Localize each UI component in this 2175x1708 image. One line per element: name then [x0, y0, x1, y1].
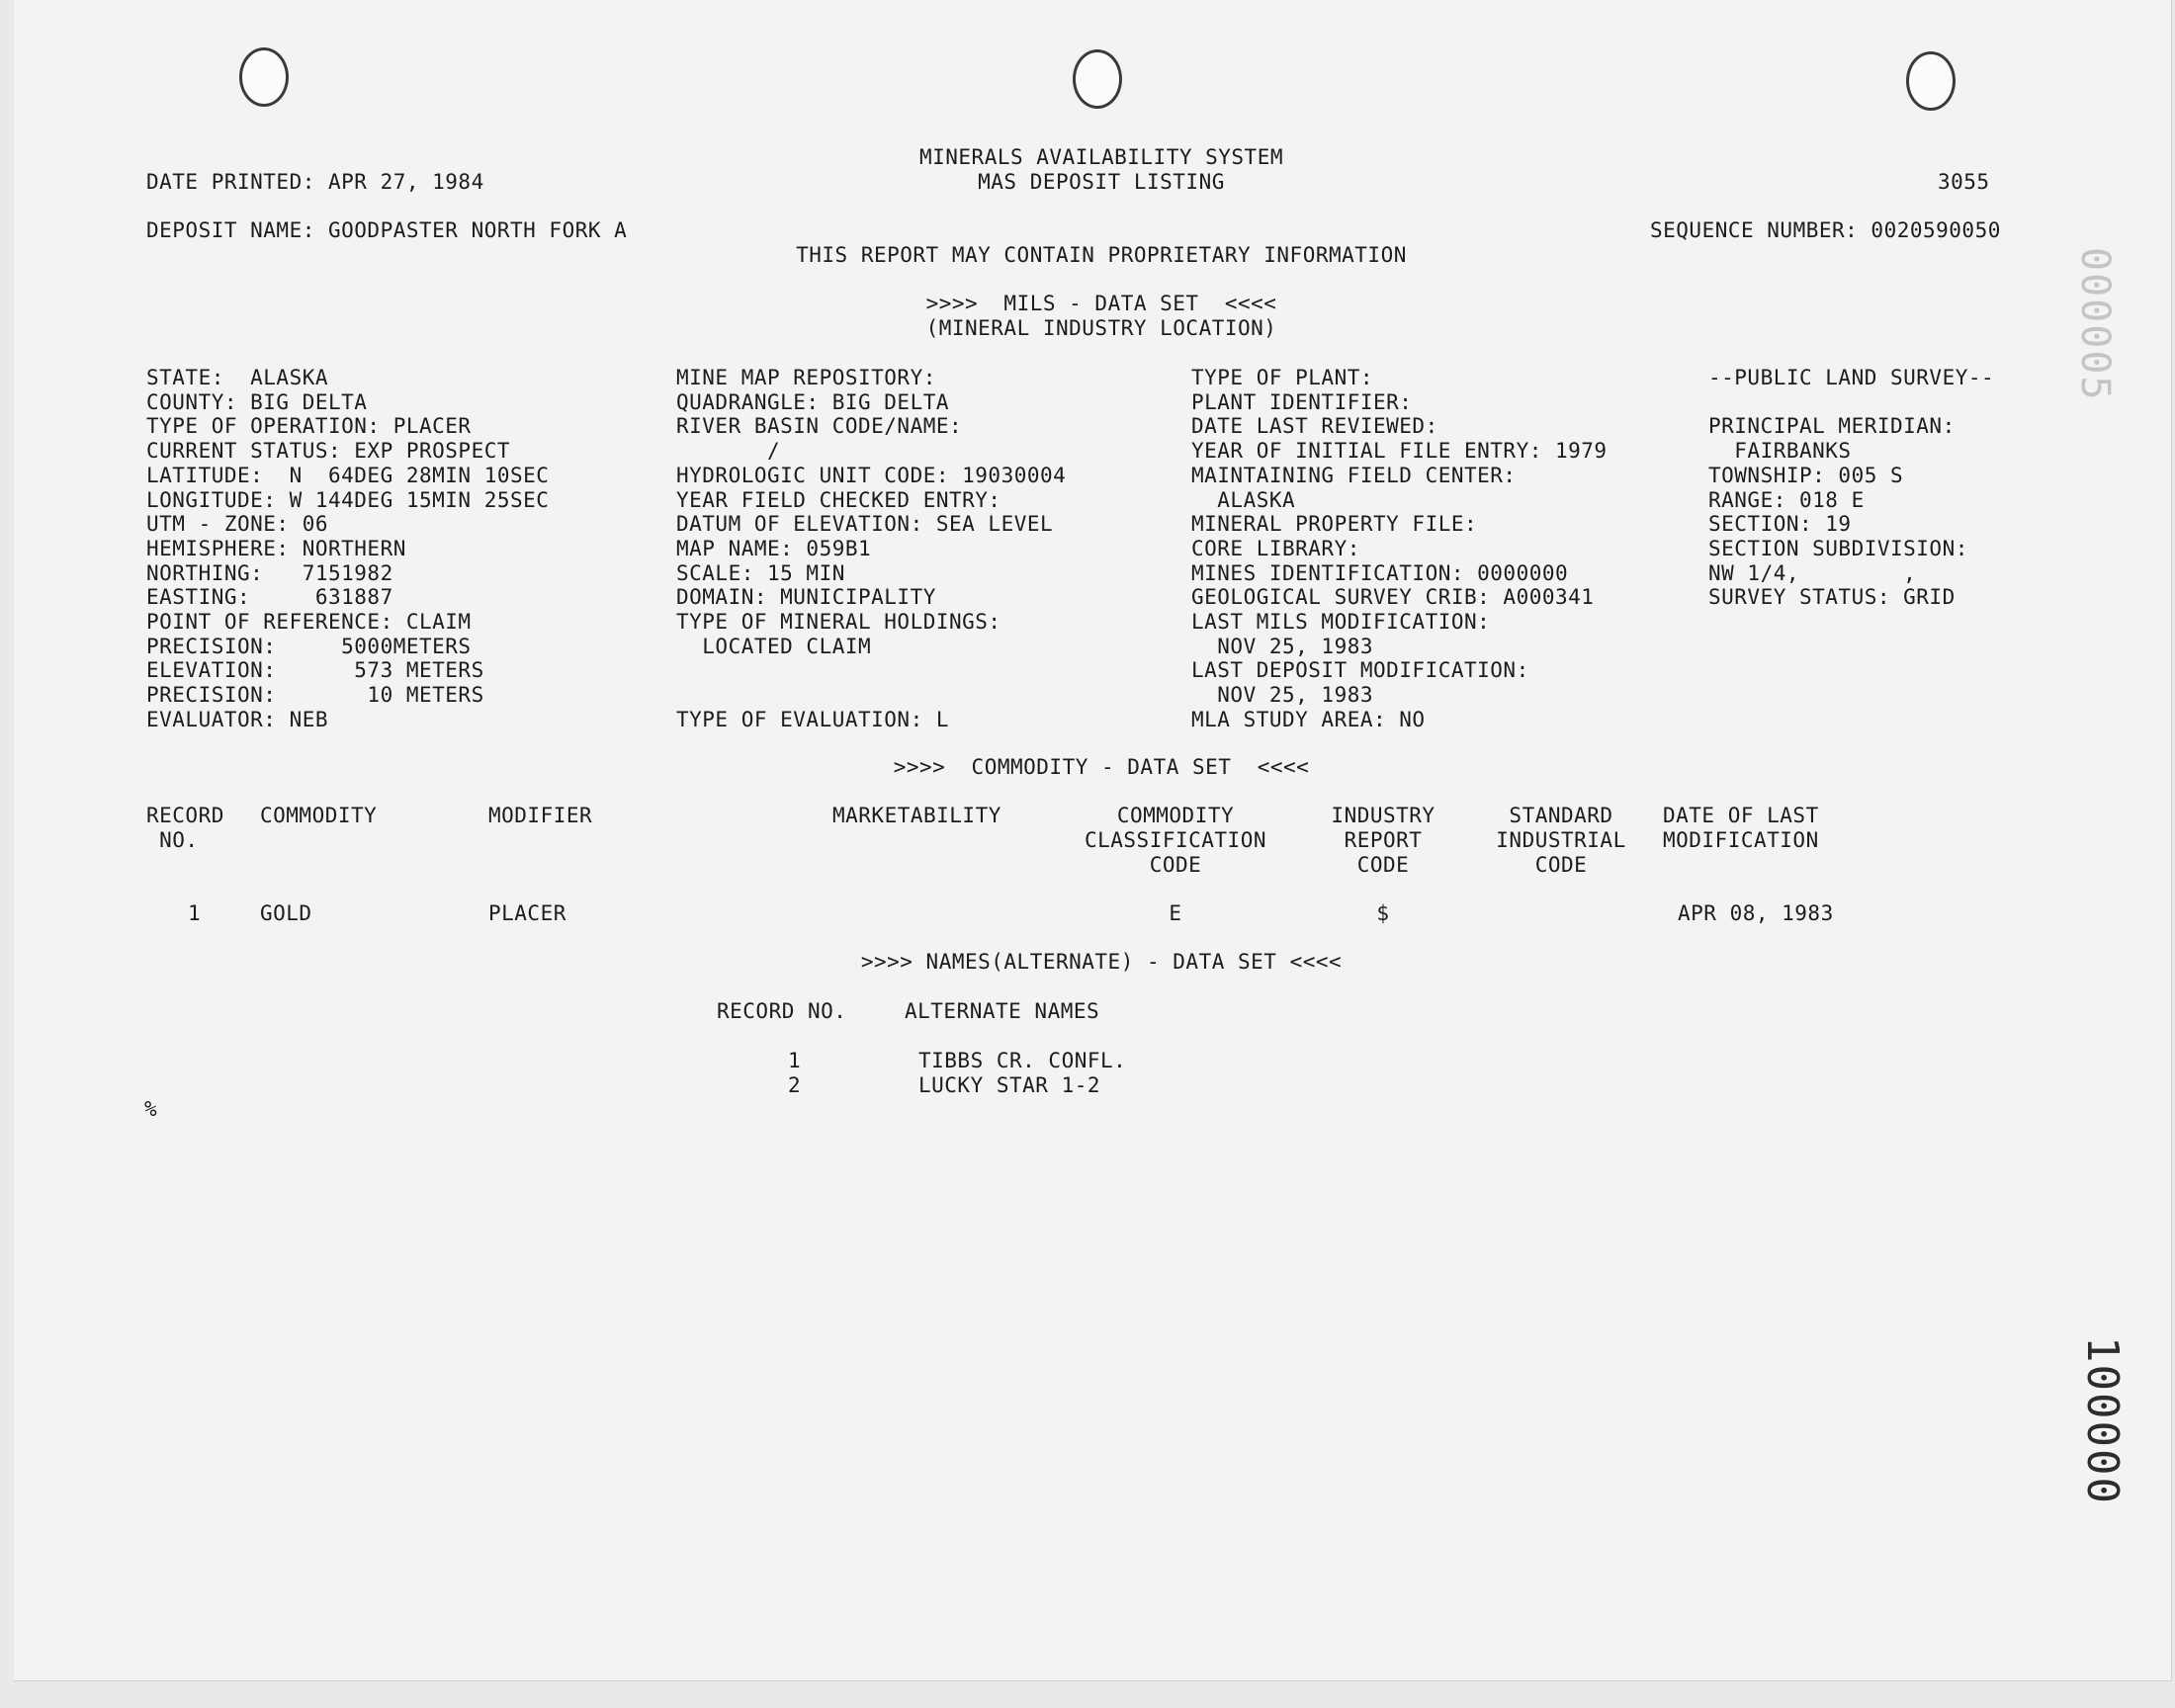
- mils-field-line: GEOLOGICAL SURVEY CRIB: A000341: [1191, 585, 1595, 610]
- mils-field-line: PRECISION: 10 METERS: [146, 683, 484, 708]
- mils-field-line: FAIRBANKS: [1708, 439, 1852, 464]
- header-marketability: MARKETABILITY: [832, 804, 1001, 827]
- mils-field-line: SECTION SUBDIVISION:: [1708, 536, 1968, 560]
- mils-field-line: DATE LAST REVIEWED:: [1191, 414, 1438, 439]
- mils-field-line: SECTION: 19: [1708, 512, 1852, 537]
- mils-field-line: RIVER BASIN CODE/NAME:: [676, 414, 963, 439]
- mils-field-line: TYPE OF MINERAL HOLDINGS:: [676, 610, 1001, 634]
- mils-field-line: EVALUATOR: NEB: [146, 707, 329, 731]
- mils-field-line: NW 1/4, ,: [1708, 560, 1917, 585]
- mils-field-line: COUNTY: BIG DELTA: [146, 389, 368, 414]
- mils-field-line: LOCATED CLAIM: [676, 634, 872, 658]
- mils-field-line: POINT OF REFERENCE: CLAIM: [146, 610, 472, 634]
- page-number: 3055: [1938, 170, 1990, 194]
- alternate-name: TIBBS CR. CONFL.: [918, 1049, 1127, 1072]
- punch-hole-right: [1906, 51, 1956, 111]
- commodity-section-title: >>>> COMMODITY - DATA SET <<<<: [893, 755, 1310, 779]
- names-header-record: RECORD NO.: [717, 999, 847, 1023]
- mils-field-line: STATE: ALASKA: [146, 366, 329, 389]
- mils-field-line: PRECISION: 5000METERS: [146, 634, 472, 658]
- mils-field-line: DOMAIN: MUNICIPALITY: [676, 585, 936, 610]
- mils-field-line: SCALE: 15 MIN: [676, 560, 845, 585]
- mils-field-line: CORE LIBRARY:: [1191, 536, 1360, 560]
- mils-field-line: TOWNSHIP: 005 S: [1708, 463, 1904, 487]
- page-stamp: 100000: [2077, 1336, 2128, 1505]
- punch-hole-center: [1073, 49, 1122, 109]
- faded-stamp: 000005: [2072, 247, 2118, 402]
- mils-field-line: RANGE: 018 E: [1708, 487, 1865, 512]
- commodity-date: APR 08, 1983: [1678, 901, 1834, 925]
- mils-field-line: NOV 25, 1983: [1191, 634, 1374, 658]
- names-header-alternate: ALTERNATE NAMES: [905, 999, 1100, 1023]
- header-commodity: COMMODITY: [260, 804, 378, 827]
- system-title: MINERALS AVAILABILITY SYSTEM: [918, 145, 1283, 169]
- mils-field-line: HYDROLOGIC UNIT CODE: 19030004: [676, 463, 1067, 487]
- commodity-modifier: PLACER: [488, 901, 566, 925]
- names-section-title: >>>> NAMES(ALTERNATE) - DATA SET <<<<: [860, 950, 1343, 974]
- mils-field-line: /: [676, 439, 781, 464]
- mils-field-line: --PUBLIC LAND SURVEY--: [1708, 366, 1995, 389]
- mils-field-line: NORTHING: 7151982: [146, 560, 393, 585]
- header-date-last-modification: DATE OF LAST MODIFICATION: [1663, 804, 1819, 852]
- mils-field-line: LAST MILS MODIFICATION:: [1191, 610, 1491, 634]
- mils-field-line: PLANT IDENTIFIER:: [1191, 389, 1413, 414]
- listing-title: MAS DEPOSIT LISTING: [978, 170, 1225, 194]
- mils-field-line: NOV 25, 1983: [1191, 683, 1374, 708]
- header-industry-report-code: INDUSTRY REPORT CODE: [1331, 804, 1436, 877]
- mils-field-line: MLA STUDY AREA: NO: [1191, 707, 1426, 731]
- date-printed: DATE PRINTED: APR 27, 1984: [146, 170, 484, 194]
- commodity-record-no: 1: [188, 901, 202, 925]
- mils-field-line: HEMISPHERE: NORTHERN: [146, 536, 406, 560]
- mils-field-line: YEAR OF INITIAL FILE ENTRY: 1979: [1191, 439, 1608, 464]
- mils-field-line: PRINCIPAL MERIDIAN:: [1708, 414, 1956, 439]
- mils-field-line: MAINTAINING FIELD CENTER:: [1191, 463, 1517, 487]
- deposit-name: DEPOSIT NAME: GOODPASTER NORTH FORK A: [146, 218, 628, 242]
- punch-hole-left: [239, 47, 289, 107]
- mils-field-line: DATUM OF ELEVATION: SEA LEVEL: [676, 512, 1054, 537]
- mils-field-line: LAST DEPOSIT MODIFICATION:: [1191, 658, 1529, 683]
- mils-field-line: MAP NAME: 059B1: [676, 536, 872, 560]
- mils-field-line: UTM - ZONE: 06: [146, 512, 329, 537]
- commodity-name: GOLD: [260, 901, 312, 925]
- mils-field-line: MINERAL PROPERTY FILE:: [1191, 512, 1478, 537]
- alternate-name: LUCKY STAR 1-2: [918, 1073, 1101, 1097]
- proprietary-notice: THIS REPORT MAY CONTAIN PROPRIETARY INFORMATION: [796, 243, 1407, 267]
- mils-field-line: CURRENT STATUS: EXP PROSPECT: [146, 439, 511, 464]
- mils-field-line: MINE MAP REPOSITORY:: [676, 366, 936, 389]
- header-sic-code: STANDARD INDUSTRIAL CODE: [1496, 804, 1626, 877]
- mils-section-title: >>>> MILS - DATA SET <<<<: [925, 292, 1277, 315]
- mils-field-line: ELEVATION: 573 METERS: [146, 658, 484, 683]
- mils-field-line: LATITUDE: N 64DEG 28MIN 10SEC: [146, 463, 550, 487]
- header-record-no: RECORD NO.: [146, 804, 224, 852]
- mils-field-line: TYPE OF OPERATION: PLACER: [146, 414, 472, 439]
- footer-mark: %: [144, 1097, 158, 1121]
- commodity-classification: E: [1169, 901, 1182, 925]
- mils-field-line: QUADRANGLE: BIG DELTA: [676, 389, 950, 414]
- header-modifier: MODIFIER: [488, 804, 593, 827]
- mils-field-line: MINES IDENTIFICATION: 0000000: [1191, 560, 1569, 585]
- mils-field-line: YEAR FIELD CHECKED ENTRY:: [676, 487, 1001, 512]
- commodity-industry-code: $: [1376, 901, 1390, 925]
- mils-field-line: ALASKA: [1191, 487, 1296, 512]
- mils-section-subtitle: (MINERAL INDUSTRY LOCATION): [925, 316, 1277, 340]
- name-record-no: 1: [788, 1049, 802, 1072]
- name-record-no: 2: [788, 1073, 802, 1097]
- mils-field-line: EASTING: 631887: [146, 585, 393, 610]
- sequence-number: SEQUENCE NUMBER: 0020590050: [1650, 218, 2001, 242]
- mils-field-line: SURVEY STATUS: GRID: [1708, 585, 1956, 610]
- mils-field-line: LONGITUDE: W 144DEG 15MIN 25SEC: [146, 487, 550, 512]
- document-page: [14, 0, 2172, 1681]
- header-classification-code: COMMODITY CLASSIFICATION CODE: [1084, 804, 1266, 877]
- mils-field-line: TYPE OF EVALUATION: L: [676, 707, 950, 731]
- mils-field-line: TYPE OF PLANT:: [1191, 366, 1374, 389]
